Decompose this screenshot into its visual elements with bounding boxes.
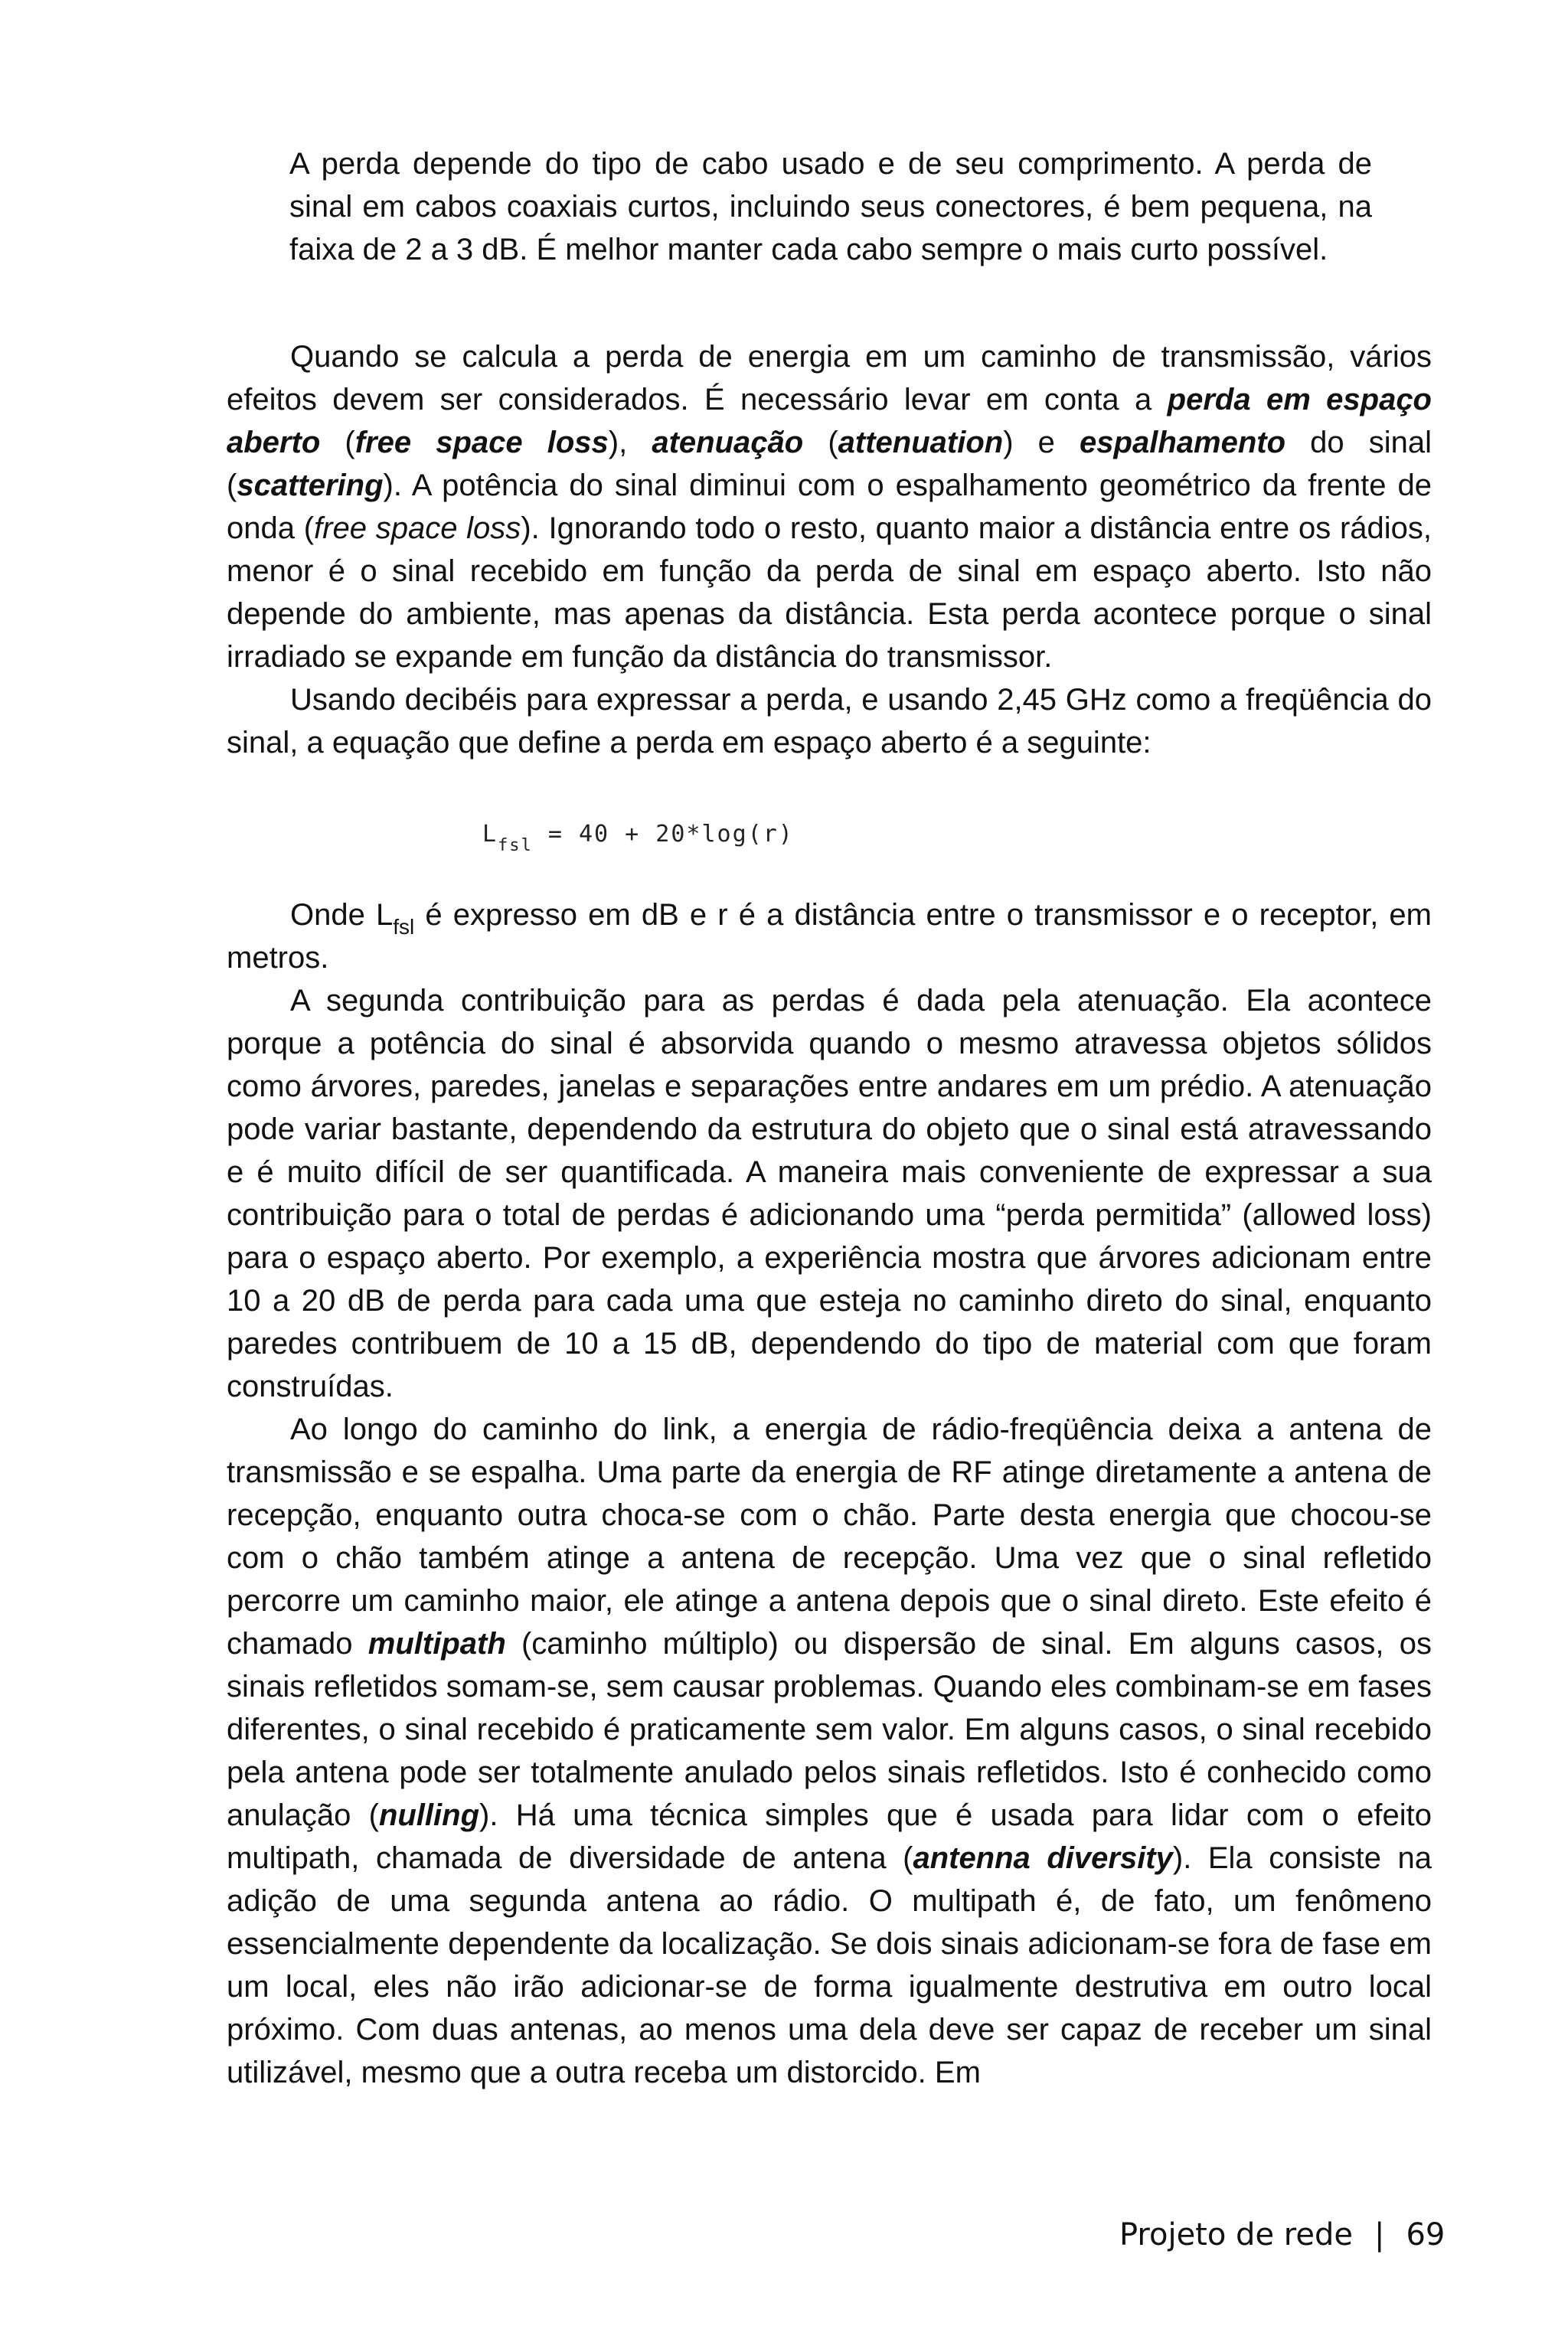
inline-symbol-subscript: fsl [393, 915, 415, 939]
formula-expression: = 40 + 20*log(r) [532, 821, 794, 848]
term-free-space-loss-pt: perda em espaço aberto [227, 383, 1432, 459]
inline-symbol-letter: L [375, 898, 394, 932]
text-block-bottom [227, 893, 1432, 2094]
paragraph-multipath [227, 1408, 1432, 2094]
formula-subscript: fsl [498, 836, 533, 855]
text-span: (caminho múltiplo) ou dispersão de sinal. Em alguns casos, os sinais refletidos somam-se, sem causar problemas. Quando eles combinam-se em fases diferentes, o sinal recebido é praticamente sem valor. Em alguns casos, o sinal recebido pela antena pode ser totalmente anulado pelos sinais refletidos. Isto é conhecido como anulação ( [227, 1627, 1432, 1832]
text-block-top [289, 142, 1372, 271]
paragraph-attenuation: A segunda contribuição para as perdas é dada pela atenuação. Ela acontece porque a potência do sinal é absorvida quando o mesmo atravessa objetos sólidos como árvores, paredes, janelas e separações entre andares em um prédio. A atenuação pode variar bastante, dependendo da estrutura do objeto que o sinal está atravessando e é muito difícil de ser quantificada. A maneira mais conveniente de expressar a sua contribuição para o total de perdas é adicionando uma “perda permitida” (allowed loss) para o espaço aberto. Por exemplo, a experiência mostra que árvores adicionam entre 10 a 20 dB de perda para cada uma que esteja no caminho direto do sinal, enquanto paredes contribuem de 10 a 15 dB, dependendo do tipo de material com que foram construídas. [227, 984, 1432, 1403]
text-span: ), [608, 426, 652, 459]
formula-symbol: L [482, 821, 498, 848]
inline-symbol [375, 898, 415, 939]
term-free-space-loss-en: free space loss [354, 426, 609, 459]
text-span: ). A potência do sinal diminui com o espalhamento geométrico da frente de onda ( [227, 469, 1432, 545]
text-span: Quando se calcula a perda de energia em um caminho de transmissão, vários efeitos devem ser considerados. É necessário levar em conta a [227, 340, 1432, 416]
text-span: Onde [290, 898, 376, 932]
paragraph-cable-loss: A perda depende do tipo de cabo usado e de seu comprimento. A perda de sinal em cabos coaxiais curtos, incluindo seus conectores, é bem pequena, na faixa de 2 a 3 dB. É melhor manter cada cabo sempre o mais curto possível. [289, 147, 1372, 266]
term-scattering-en: scattering [237, 469, 384, 502]
term-scattering-pt: espalhamento [1080, 426, 1286, 459]
page-number: 69 [1406, 2217, 1446, 2252]
page-footer [1119, 2217, 1445, 2252]
term-attenuation-en: attenuation [838, 426, 1004, 459]
text-span: é expresso em dB e r é a distância entre o transmissor e o receptor, em metros. [227, 898, 1432, 975]
text-span: ) e [1003, 426, 1080, 459]
text-span: ). Há uma técnica simples que é usada para lidar com o efeito multipath, chamada de diversidade de antena ( [227, 1798, 1432, 1875]
footer-separator: | [1374, 2217, 1385, 2252]
text-span: ( [320, 426, 355, 459]
term-nulling: nulling [378, 1798, 480, 1832]
formula-free-space-loss [482, 821, 794, 855]
text-span: ). Ela consiste na adição de uma segunda antena ao rádio. O multipath é, de fato, um fenômeno essencialmente dependente da localização. Se dois sinais adicionam-se fora de fase em um local, eles não irão adicionar-se de forma igualmente destrutiva em outro local próximo. Com duas antenas, ao menos uma dela deve ser capaz de receber um sinal utilizável, mesmo que a outra receba um distorcido. Em [227, 1841, 1432, 2089]
term-attenuation-pt: atenuação [652, 426, 804, 459]
footer-section-title: Projeto de rede [1119, 2217, 1353, 2252]
paragraph-formula-explanation [227, 893, 1432, 979]
paragraph-equation-intro: Usando decibéis para expressar a perda, e usando 2,45 GHz como a freqüência do sinal, a equação que define a perda em espaço aberto é a seguinte: [227, 683, 1432, 760]
paragraph-path-loss [227, 335, 1432, 678]
text-span: Ao longo do caminho do link, a energia de rádio-freqüência deixa a antena de transmissão e se espalha. Uma parte da energia de RF atinge diretamente a antena de recepção, enquanto outra choca-se com o chão. Parte desta energia que chocou-se com o chão também atinge a antena de recepção. Uma vez que o sinal refletido percorre um caminho maior, ele atinge a antena depois que o sinal direto. Este efeito é chamado [227, 1413, 1432, 1661]
term-multipath: multipath [368, 1627, 506, 1661]
text-span: ). Ignorando todo o resto, quanto maior a distância entre os rádios, menor é o sinal recebido em função da perda de sinal em espaço aberto. Isto não depende do ambiente, mas apenas da distância. Esta perda acontece porque o sinal irradiado se expande em função da distância do transmissor. [227, 511, 1432, 674]
text-block-middle [227, 335, 1432, 764]
text-span: do sinal ( [227, 426, 1432, 502]
term-antenna-diversity: antenna diversity [913, 1841, 1173, 1875]
text-span: ( [803, 426, 838, 459]
italic-free-space-loss: free space loss [314, 511, 521, 545]
